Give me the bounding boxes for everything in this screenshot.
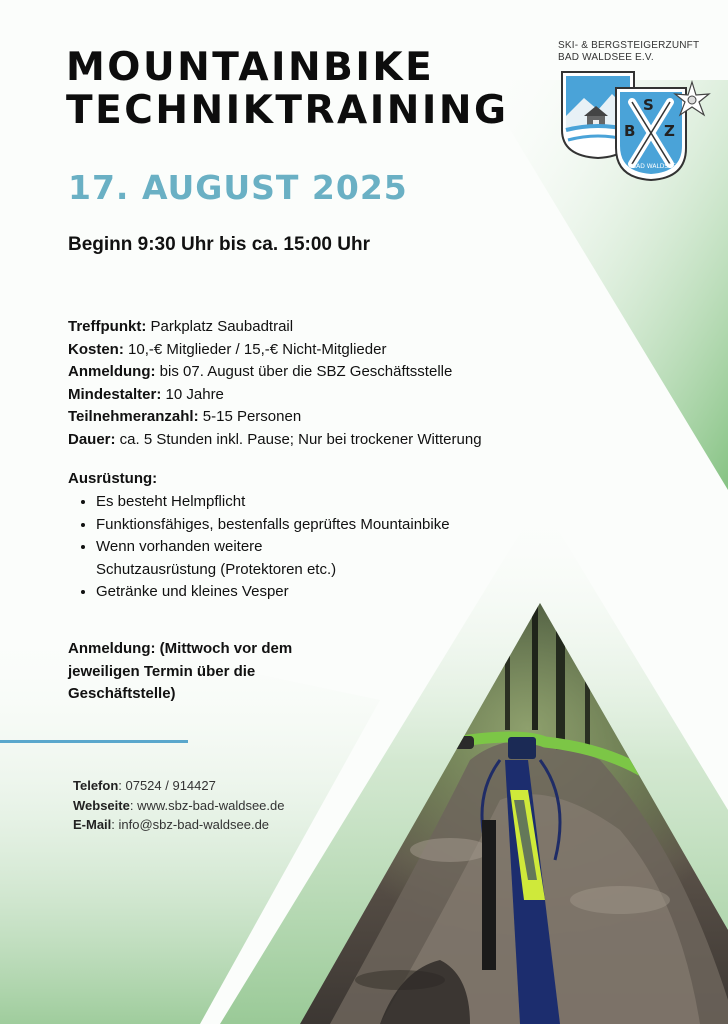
title-line-2: TECHNIKTRAINING (66, 88, 509, 133)
event-details (68, 316, 482, 451)
title-line-1: MOUNTAINBIKE (66, 45, 435, 90)
detail-row-registration: Anmeldung: bis 07. August über die SBZ Geschäftsstelle (68, 363, 453, 380)
page-title (66, 46, 509, 132)
equipment-heading: Ausrüstung: (68, 470, 158, 487)
list-item: • Wenn vorhanden weitere Schutzausrüstung (Protektoren etc.) (96, 536, 356, 581)
contact-website[interactable]: Webseite: www.sbz-bad-waldsee.de (73, 797, 285, 813)
shield-icon (558, 68, 718, 190)
shield-letter-z: Z (664, 122, 675, 140)
logo-text: SKI- & BERGSTEIGERZUNFT BAD WALDSEE E.V. (558, 40, 700, 63)
list-item: • Funktionsfähiges, bestenfalls geprüftes Mountainbike (96, 514, 516, 537)
accent-divider (0, 740, 188, 743)
list-item: • Es besteht Helmpflicht (96, 491, 516, 514)
equipment-list (78, 491, 516, 604)
event-date: 17. AUGUST 2025 (68, 168, 408, 207)
club-logo (558, 40, 718, 190)
contact-phone: Telefon: 07524 / 914427 (73, 778, 216, 793)
detail-row-participants: Teilnehmeranzahl: 5-15 Personen (68, 408, 302, 425)
registration-note: Anmeldung: (Mittwoch vor dem jeweiligen Termin über die Geschäftstelle) (68, 640, 293, 702)
shield-caption: BAD WALDSEE (632, 163, 676, 170)
detail-row-min-age: Mindestalter: 10 Jahre (68, 385, 224, 403)
contact-email[interactable]: E-Mail: info@sbz-bad-waldsee.de (73, 817, 270, 832)
detail-row-meeting-point: Treffpunkt: Parkplatz Saubadtrail (68, 318, 294, 335)
event-time: Beginn 9:30 Uhr bis ca. 15:00 Uhr (68, 234, 370, 255)
list-item: • Getränke und kleines Vesper (96, 581, 516, 604)
detail-row-duration: Dauer: ca. 5 Stunden inkl. Pause; Nur bei trockener Witterung (68, 430, 482, 448)
shield-letter-s: S (643, 96, 654, 114)
detail-row-costs: Kosten: 10,-€ Mitglieder / 15,-€ Nicht-Mitglieder (68, 340, 387, 358)
contact-block (73, 776, 284, 835)
shield-letter-b: B (624, 122, 636, 140)
